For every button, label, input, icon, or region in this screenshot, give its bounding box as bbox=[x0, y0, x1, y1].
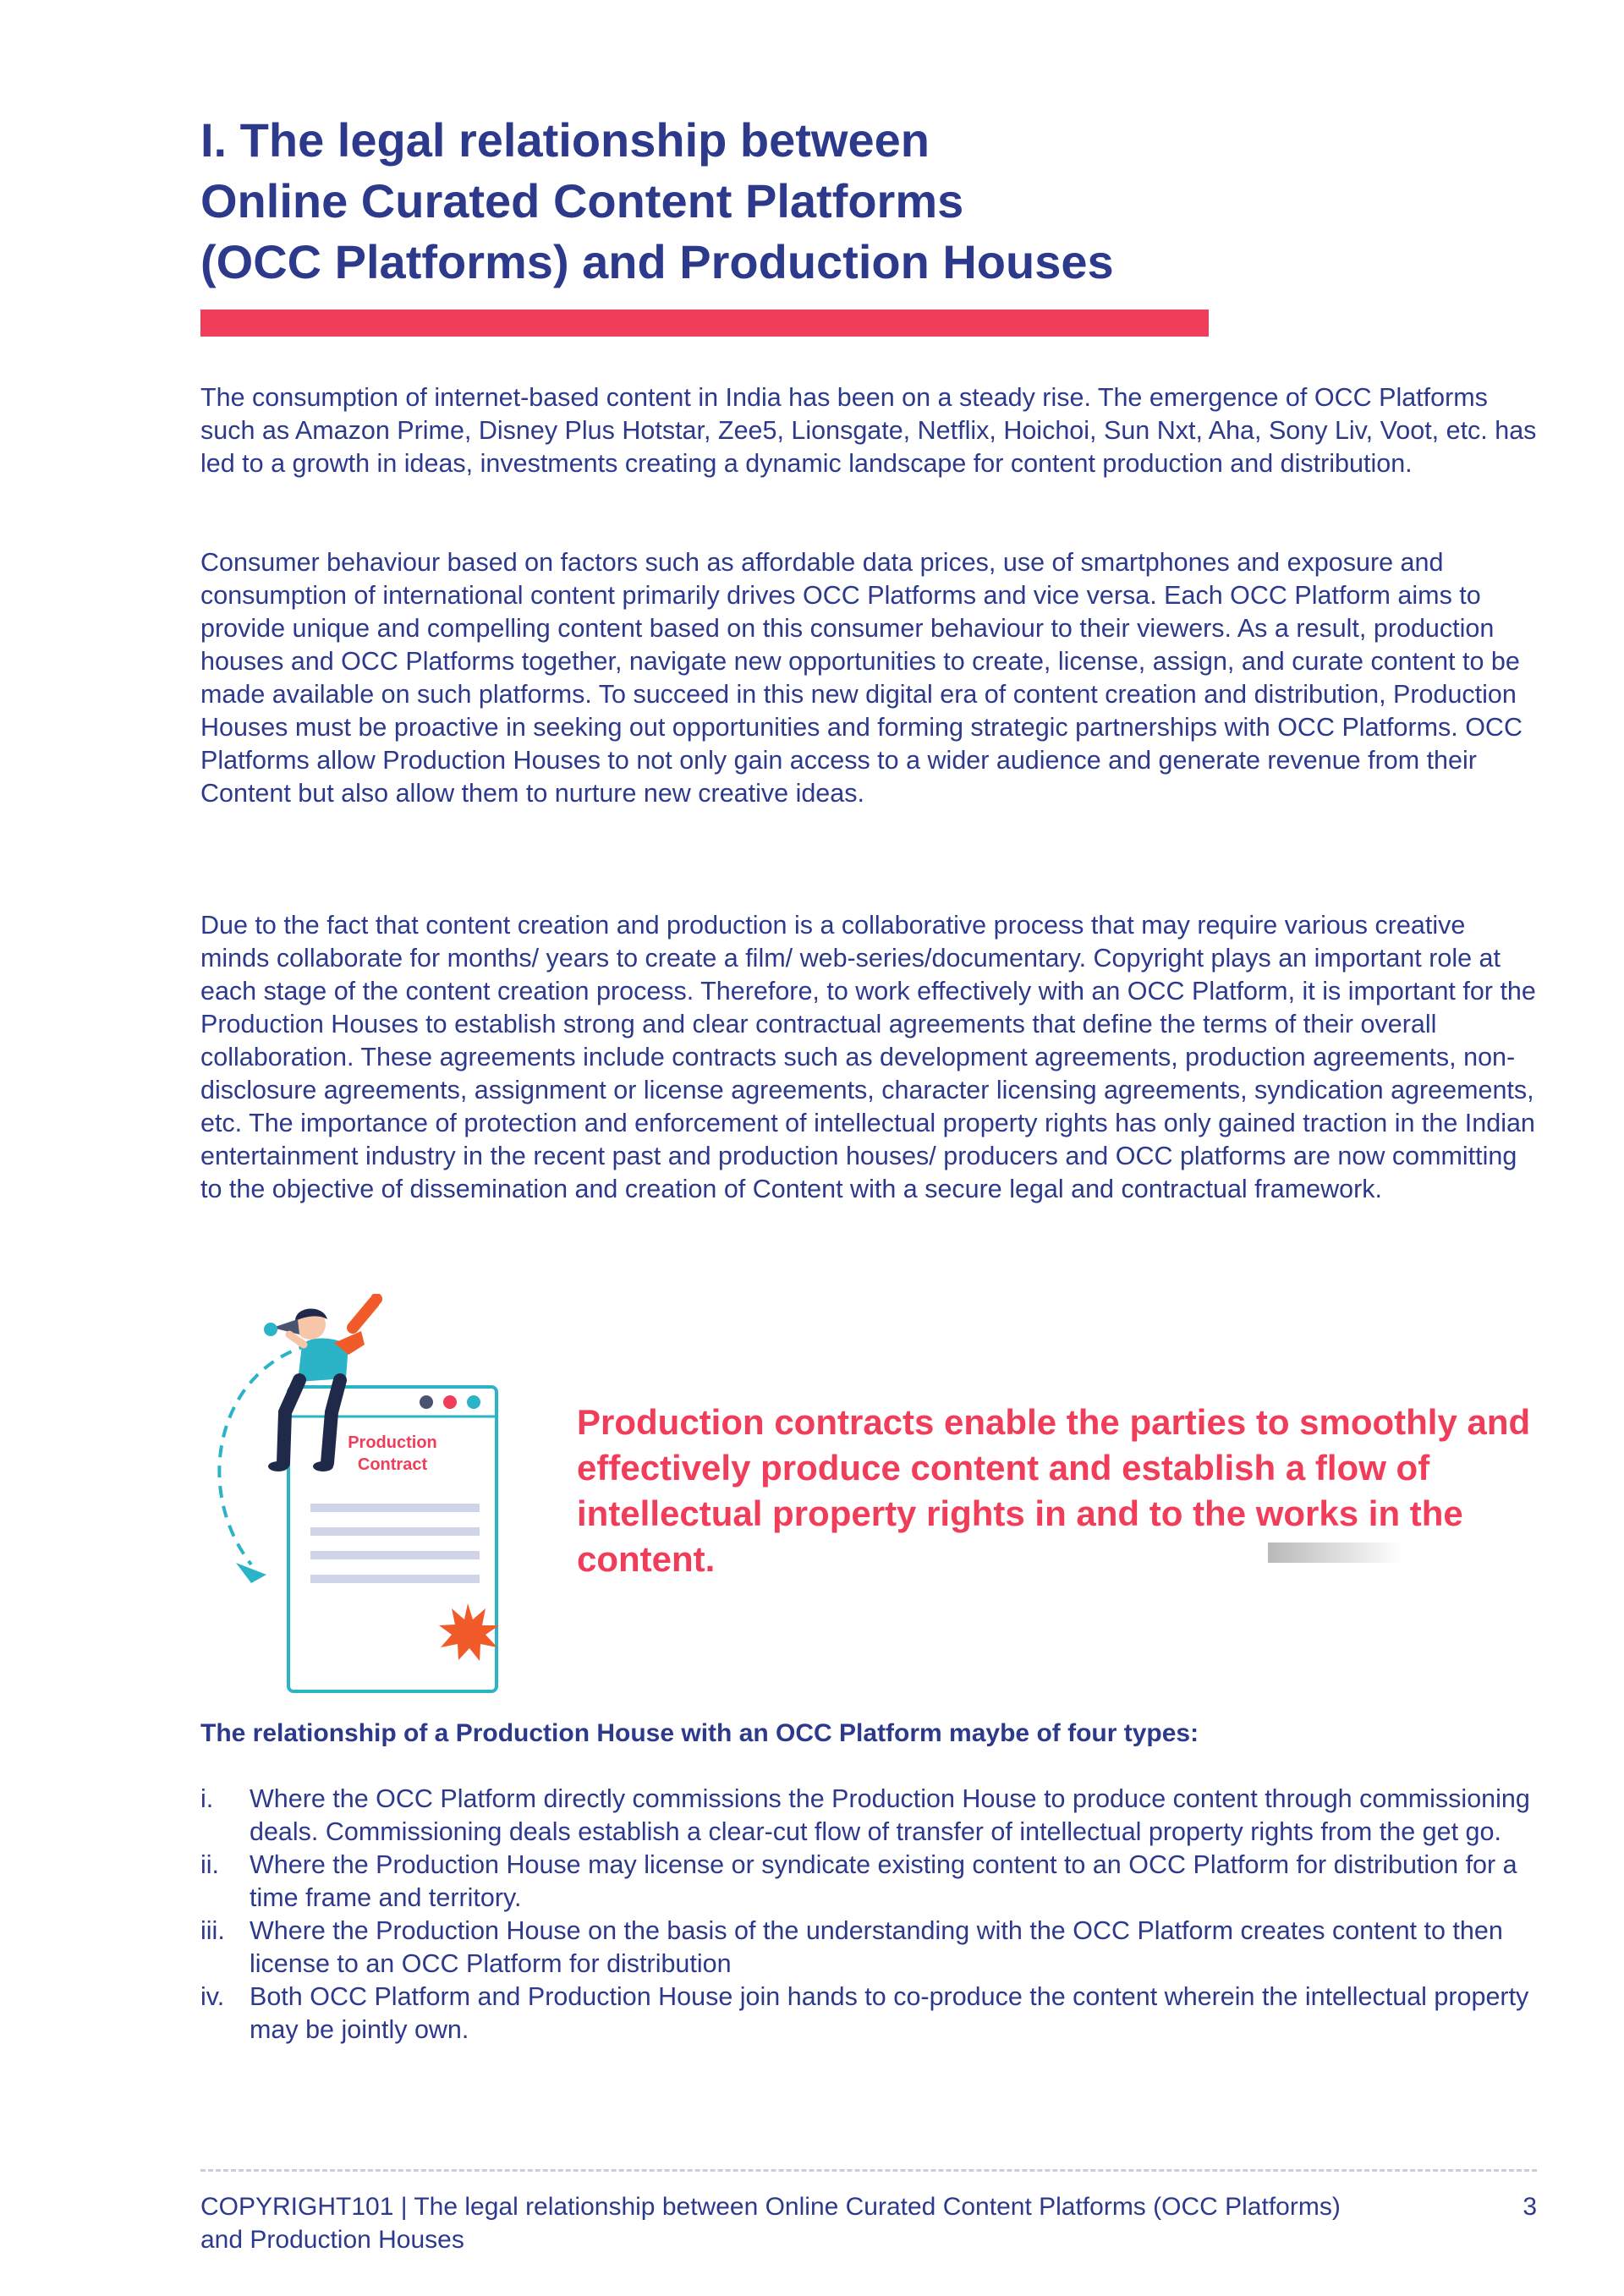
relationship-types-list bbox=[200, 1783, 1537, 2047]
list-heading: The relationship of a Production House with an OCC Platform maybe of four types: bbox=[200, 1719, 1199, 1747]
list-item-text: Both OCC Platform and Production House join hands to co-produce the content wherein the intellectual property may be jointly own. bbox=[250, 1982, 1529, 2044]
highlight-shade bbox=[1268, 1543, 1403, 1563]
page-number: 3 bbox=[1522, 2193, 1537, 2221]
body-paragraph: Due to the fact that content creation and production is a collaborative process that may require various creative minds collaborate for months/ years to create a film/ web-series/documentary. Copyright plays an important role at each stage of the content creation process. Therefore, to work effectively with an OCC Platform, it is important for the Production Houses to establish strong and clear contractual agreements that define the terms of their overall collaboration. These agreements include contracts such as development agreements, production agreements, non-disclosure agreements, assignment or license agreements, character licensing agreements, syndication agreements, etc. The importance of protection and enforcement of intellectual property rights has only gained traction in the Indian entertainment industry in the recent past and production houses/ producers and OCC platforms are now committing to the objective of dissemination and creation of Content with a secure legal and contractual framework. bbox=[200, 911, 1536, 1203]
list-item-number: ii. bbox=[200, 1850, 220, 1879]
document-label: Production bbox=[348, 1433, 437, 1452]
page-title-line: I. The legal relationship between bbox=[200, 113, 930, 167]
document-text-line bbox=[310, 1504, 480, 1512]
window-dot-icon bbox=[467, 1395, 480, 1409]
page-title-line: Online Curated Content Platforms bbox=[200, 174, 964, 227]
list-item bbox=[200, 1849, 1537, 1915]
body-paragraph: Consumer behaviour based on factors such as affordable data prices, use of smartphones and exposure and consumption of international content primarily drives OCC Platforms and vice versa. Each OCC Platform aims to provide unique and compelling content based on this consumer behaviour to their viewers. As a result, production houses and OCC Platforms together, navigate new opportunities to create, license, assign, and curate content to be made available on such platforms. To succeed in this new digital era of content creation and distribution, Production Houses must be proactive in seeking out opportunities and forming strategic partnerships with OCC Platforms. OCC Platforms allow Production Houses to not only gain access to a wider audience and generate revenue from their Content but also allow them to nurture new creative ideas. bbox=[200, 548, 1522, 808]
list-item-number: iii. bbox=[200, 1916, 225, 1945]
page-title bbox=[200, 110, 1300, 293]
window-dot-icon bbox=[420, 1395, 433, 1409]
list-item bbox=[200, 1783, 1537, 1849]
pull-quote: Production contracts enable the parties to smoothly and effectively produce content and establish a flow of intellectual property rights in and to the works in the content. bbox=[577, 1402, 1531, 1579]
document-label: Contract bbox=[357, 1455, 428, 1474]
document-text-line bbox=[310, 1527, 480, 1536]
window-dot-icon bbox=[443, 1395, 457, 1409]
list-item-text: Where the Production House on the basis of the understanding with the OCC Platform creates content to then license to an OCC Platform for distribution bbox=[250, 1916, 1503, 1978]
list-item-number: iv. bbox=[200, 1982, 225, 2011]
list-item-number: i. bbox=[200, 1784, 214, 1813]
list-item-text: Where the Production House may license or syndicate existing content to an OCC Platform for distribution for a time frame and territory. bbox=[250, 1850, 1517, 1912]
list-item-text: Where the OCC Platform directly commissions the Production House to produce content through commissioning deals. Commissioning deals establish a clear-cut flow of transfer of intellectual property rights from the get go. bbox=[250, 1784, 1530, 1846]
page-title-line: (OCC Platforms) and Production Houses bbox=[200, 235, 1114, 288]
footer-text: COPYRIGHT101 | The legal relationship between Online Curated Content Platforms (OCC Platforms) and Production Houses bbox=[200, 2193, 1341, 2254]
footer-divider bbox=[200, 2169, 1537, 2172]
list-item bbox=[200, 1915, 1537, 1981]
production-contract-illustration bbox=[184, 1294, 556, 1708]
paper-plane-arrow-icon bbox=[236, 1563, 266, 1583]
body-paragraph: The consumption of internet-based content in India has been on a steady rise. The emergence of OCC Platforms such as Amazon Prime, Disney Plus Hotstar, Zee5, Lionsgate, Netflix, Hoichoi, Sun Nxt, Aha, Sony Liv, Voot, etc. has led to a growth in ideas, investments creating a dynamic landscape for content production and distribution. bbox=[200, 383, 1537, 478]
title-underline-bar bbox=[200, 310, 1209, 337]
list-item bbox=[200, 1981, 1537, 2047]
document-text-line bbox=[310, 1575, 480, 1583]
document-text-line bbox=[310, 1551, 480, 1559]
